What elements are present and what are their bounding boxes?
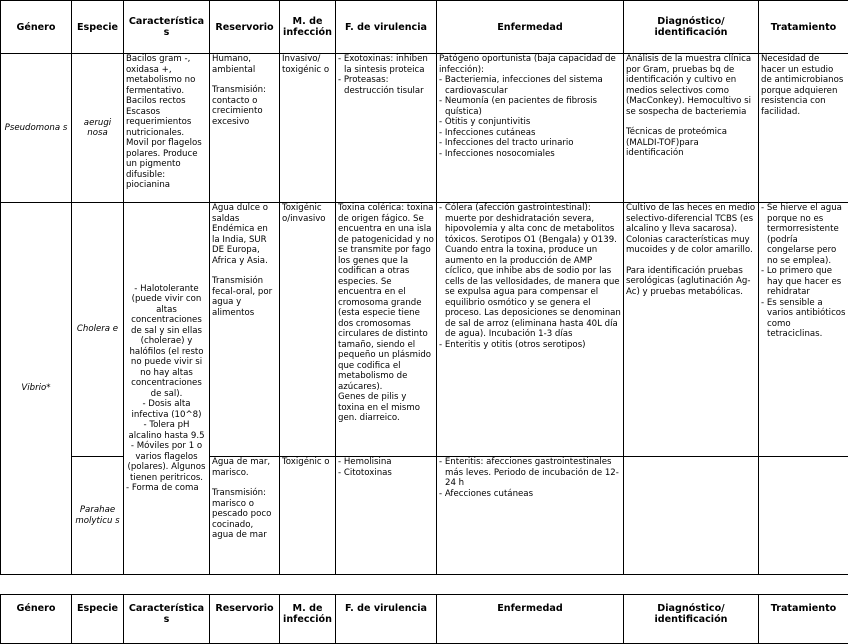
header-diagnostico: Diagnóstico/ identificación — [624, 1, 759, 54]
cell-reservorio-pseudomonas — [210, 54, 280, 203]
cell-enfermedad-cholerae — [437, 203, 624, 457]
list-item: - Hemolisina — [338, 457, 434, 468]
cell-diagnostico-pseudomonas — [624, 54, 759, 203]
list-item: - Halotolerante (puede vivir con altas concentraciones de sal y sin ellas (cholerae) y halófilos (el resto no puede vivir si no hay altas concentraciones de sal). — [126, 284, 207, 400]
header-f-virulencia: F. de virulencia — [336, 1, 437, 54]
header-reservorio: Reservorio — [210, 595, 280, 644]
list-item: - Enteritis y otitis (otros serotipos) — [439, 340, 621, 351]
cell-especie-aeruginosa: aerugi nosa — [72, 54, 124, 203]
cell-virulencia-cholerae — [336, 203, 437, 457]
cell-genero-pseudomonas: Pseudomona s — [1, 54, 72, 203]
cell-virulencia-pseudomonas — [336, 54, 437, 203]
list-item: - Enteritis: afecciones gastrointestinales más leves. Periodo de incubación de 12-24 h — [439, 457, 621, 489]
spacer-cell — [1, 575, 848, 595]
header-caracteristicas: Característica s — [124, 1, 210, 54]
diagnostico-text: Cultivo de las heces en medio selectivo-diferencial TCBS (es alcalino y lleva sacarosa). Colonias características muy mucoides y de color amarillo. — [626, 203, 756, 256]
transmision-text: Transmisión: contacto o crecimiento excesivo — [212, 85, 277, 127]
list-item: - Forma de coma — [126, 483, 207, 494]
list-item: - Infecciones del tracto urinario — [439, 138, 621, 149]
header-row-repeat — [1, 595, 848, 644]
header-m-infeccion: M. de infección — [280, 1, 336, 54]
cell-tratamiento-cholerae — [759, 203, 848, 457]
reservorio-text: Agua de mar, marisco. — [212, 457, 277, 478]
list-item: - Bacteriemia, infecciones del sistema cardiovascular — [439, 75, 621, 96]
reservorio-text: Humano, ambiental — [212, 54, 277, 75]
virulencia-text-2: Genes de pilis y toxina en el mismo gen. diarreico. — [338, 392, 434, 424]
header-caracteristicas: Característica s — [124, 595, 210, 644]
list-item: - Neumonía (en pacientes de fibrosis quística) — [439, 96, 621, 117]
cell-diagnostico-parahaemolyticus — [624, 457, 759, 575]
diagnostico-text-2: Para identificación pruebas serológicas (aglutinación Ag-Ac) y pruebas metabólicas. — [626, 266, 756, 298]
header-especie: Especie — [72, 595, 124, 644]
table-row-vibrio-cholerae — [1, 203, 848, 457]
cell-tratamiento-pseudomonas: Necesidad de hacer un estudio de antimicrobianos porque adquieren resistencia con facilidad. — [759, 54, 848, 203]
transmision-text: Transmisión: marisco o pescado poco cocinado, agua de mar — [212, 488, 277, 541]
table-row-pseudomonas — [1, 54, 848, 203]
cell-m-infeccion-parahaemolyticus: Toxigénic o — [280, 457, 336, 575]
header-reservorio: Reservorio — [210, 1, 280, 54]
cell-caracteristicas-pseudomonas: Bacilos gram -, oxidasa +, metabolismo no fermentativo. Bacilos rectos Escasos requerimientos nutricionales. Movil por flagelos polares. Produce un pigmento difusible: piocianina — [124, 54, 210, 203]
spacer-row — [1, 575, 848, 595]
cell-especie-parahaemolyticus: Parahae molyticu s — [72, 457, 124, 575]
cell-especie-cholerae: Cholera e — [72, 203, 124, 457]
header-enfermedad: Enfermedad — [437, 595, 624, 644]
header-genero: Género — [1, 595, 72, 644]
list-item: - Dosis alta infectiva (10^8) — [126, 399, 207, 420]
cell-virulencia-parahaemolyticus — [336, 457, 437, 575]
header-genero: Género — [1, 1, 72, 54]
cell-genero-vibrio: Vibrio* — [1, 203, 72, 575]
header-tratamiento: Tratamiento — [759, 1, 848, 54]
cell-reservorio-parahaemolyticus — [210, 457, 280, 575]
header-diagnostico: Diagnóstico/ identificación — [624, 595, 759, 644]
enfermedad-intro: Patógeno oportunista (baja capacidad de infección): — [439, 54, 621, 75]
list-item: - Exotoxinas: inhiben la sintesis proteica — [338, 54, 434, 75]
list-item: - Móviles por 1 o varios flagelos (polares). Algunos tienen peritricos. — [126, 441, 207, 483]
list-item: - Se hierve el agua porque no es termorresistente (podría congelarse pero no se emplea). — [761, 203, 846, 266]
diagnostico-text-2: Técnicas de proteómica (MALDI-TOF)para identificación — [626, 127, 756, 159]
reservorio-text: Agua dulce o saldas Endémica en la India, SUR DE Europa, Africa y Asia. — [212, 203, 277, 266]
header-tratamiento: Tratamiento — [759, 595, 848, 644]
list-item: - Proteasas: destrucción tisular — [338, 75, 434, 96]
diagnostico-text: Análisis de la muestra clínica por Gram, pruebas bq de identificación y cultivo en medios selectivos como (MacConkey). Hemocultivo si se sospecha de bacteriemia — [626, 54, 756, 117]
header-enfermedad: Enfermedad — [437, 1, 624, 54]
cell-caracteristicas-vibrio — [124, 203, 210, 575]
cell-enfermedad-pseudomonas — [437, 54, 624, 203]
header-row — [1, 1, 848, 54]
cell-m-infeccion-cholerae: Toxigénic o/invasivo — [280, 203, 336, 457]
header-f-virulencia: F. de virulencia — [336, 595, 437, 644]
header-m-infeccion: M. de infección — [280, 595, 336, 644]
list-item: - Afecciones cutáneas — [439, 489, 621, 500]
list-item: - Cólera (afección gastrointestinal): muerte por deshidratación severa, hipovolemia y alta conc de metabolitos tóxicos. Serotipos O1 (Bengala) y O139. Cuando entra la toxina, produce un aumento en la producción de AMP cíclico, que inhibe abs de sodio por las cells de las vellosidades, de manera que se expulsa agua para compensar el equilibrio osmótico y se genera el proceso. Las deposiciones se denominan de sal de arroz (eliminana hasta 40L día de agua). Incubación 1-3 días — [439, 203, 621, 340]
transmision-text: Transmisión fecal-oral, por agua y alimentos — [212, 276, 277, 318]
list-item: - Lo primero que hay que hacer es rehidratar — [761, 266, 846, 298]
list-item: - Es sensible a varios antibióticos como tetraciclinas. — [761, 298, 846, 340]
list-item: - Infecciones nosocomiales — [439, 149, 621, 160]
cell-diagnostico-cholerae — [624, 203, 759, 457]
cell-reservorio-cholerae — [210, 203, 280, 457]
list-item: - Infecciones cutáneas — [439, 128, 621, 139]
list-item: - Citotoxinas — [338, 468, 434, 479]
cell-enfermedad-parahaemolyticus — [437, 457, 624, 575]
cell-m-infeccion-pseudomonas: Invasivo/ toxigénic o — [280, 54, 336, 203]
header-especie: Especie — [72, 1, 124, 54]
list-item: - Tolera pH alcalino hasta 9.5 — [126, 420, 207, 441]
virulencia-text: Toxina colérica: toxina de origen fágico. Se encuentra en una isla de patogenicidad y no se transmite por fago los genes que la codifican a otras especies. Se encuentra en el cromosoma grande (esta especie tiene dos cromosomas circulares de distinto tamaño, siendo el pequeño un plásmido que codifica el metabolismo de azúcares). — [338, 203, 434, 392]
list-item: - Otitis y conjuntivitis — [439, 117, 621, 128]
cell-tratamiento-parahaemolyticus — [759, 457, 848, 575]
